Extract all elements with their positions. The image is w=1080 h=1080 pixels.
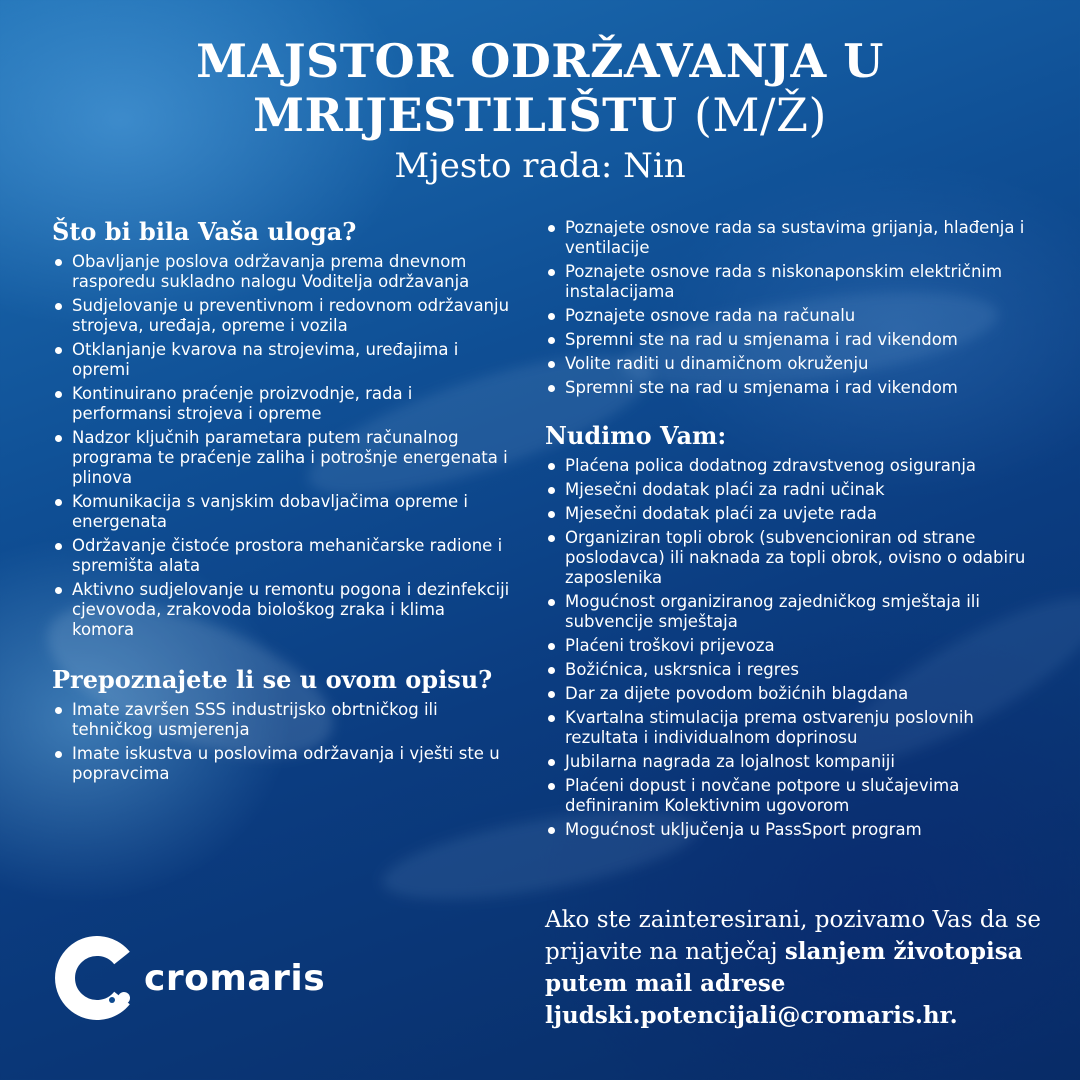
list-item: Komunikacija s vanjskim dobavljačima opreme i energenata [52,492,512,532]
job-header [0,34,1080,188]
cromaris-logo [52,936,325,1020]
list-item: Otklanjanje kvarova na strojevima, uređajima i opremi [52,340,512,380]
call-to-action [545,904,1045,1032]
list-item: Kontinuirano praćenje proizvodnje, rada i performansi strojeva i opreme [52,384,512,424]
cta-email-instruction[interactable]: slanjem životopisa putem mail adrese ljudski.potencijali@cromaris.hr. [545,938,1023,1029]
job-title-line-1: MAJSTOR ODRŽAVANJA U [196,34,884,88]
offer-section [545,422,1035,840]
profile-heading: Prepoznajete li se u ovom opisu? [52,665,493,694]
list-item: Obavljanje poslova održavanja prema dnevnom rasporedu sukladno nalogu Voditelja održavanja [52,252,512,292]
list-item: Imate završen SSS industrijsko obrtničkog ili tehničkog usmjerenja [52,700,512,740]
list-item: Plaćena polica dodatnog zdravstvenog osiguranja [545,456,1035,476]
list-item: Poznajete osnove rada sa sustavima grijanja, hlađenja i ventilacije [545,218,1035,258]
offer-heading: Nudimo Vam: [545,421,727,450]
list-item: Nadzor ključnih parametara putem računalnog programa te praćenje zaliha i potrošnje energenata i plinova [52,428,512,488]
list-item: Spremni ste na rad u smjenama i rad vikendom [545,378,1035,398]
profile-list-part-1 [52,700,512,784]
list-item: Imate iskustva u poslovima održavanja i vješti ste u popravcima [52,744,512,784]
right-column [545,218,1035,844]
cromaris-c-logo-icon [52,936,136,1020]
profile-list-part-2 [545,218,1035,398]
list-item: Spremni ste na rad u smjenama i rad vikendom [545,330,1035,350]
cta-intro: Ako ste zainteresirani, pozivamo Vas da se prijavite na natječaj [545,907,1041,965]
list-item: Jubilarna nagrada za lojalnost kompaniji [545,752,1035,772]
list-item: Plaćeni dopust i novčane potpore u slučajevima definiranim Kolektivnim ugovorom [545,776,1035,816]
job-location: Mjesto rada: Nin [394,146,686,186]
list-item: Božićnica, uskrsnica i regres [545,660,1035,680]
role-heading: Što bi bila Vaša uloga? [52,217,357,246]
logo-wordmark: cromaris [144,957,326,999]
role-list [52,252,512,640]
list-item: Dar za dijete povodom božićnih blagdana [545,684,1035,704]
job-title [0,34,1080,142]
job-title-line-2 [0,88,1080,142]
list-item: Poznajete osnove rada s niskonaponskim električnim instalacijama [545,262,1035,302]
list-item: Mogućnost organiziranog zajedničkog smještaja ili subvencije smještaja [545,592,1035,632]
list-item: Organiziran topli obrok (subvencioniran od strane poslodavca) ili naknada za topli obrok, ovisno o odabiru zaposlenika [545,528,1035,588]
list-item: Održavanje čistoće prostora mehaničarske radione i spremišta alata [52,536,512,576]
list-item: Volite raditi u dinamičnom okruženju [545,354,1035,374]
list-item: Kvartalna stimulacija prema ostvarenju poslovnih rezultata i individualnom doprinosu [545,708,1035,748]
role-section [52,218,512,640]
list-item: Plaćeni troškovi prijevoza [545,636,1035,656]
left-column [52,218,512,810]
list-item: Mjesečni dodatak plaći za radni učinak [545,480,1035,500]
job-title-gender-suffix: (M/Ž) [693,88,827,142]
list-item: Mogućnost uključenja u PassSport program [545,820,1035,840]
job-title-main: MRIJESTILIŠTU [253,88,678,142]
list-item: Poznajete osnove rada na računalu [545,306,1035,326]
list-item: Mjesečni dodatak plaći za uvjete rada [545,504,1035,524]
list-item: Sudjelovanje u preventivnom i redovnom održavanju strojeva, uređaja, opreme i vozila [52,296,512,336]
list-item: Aktivno sudjelovanje u remontu pogona i dezinfekciji cjevovoda, zrakovoda biološkog zraka i klima komora [52,580,512,640]
profile-section [52,666,512,784]
offer-list [545,456,1035,840]
